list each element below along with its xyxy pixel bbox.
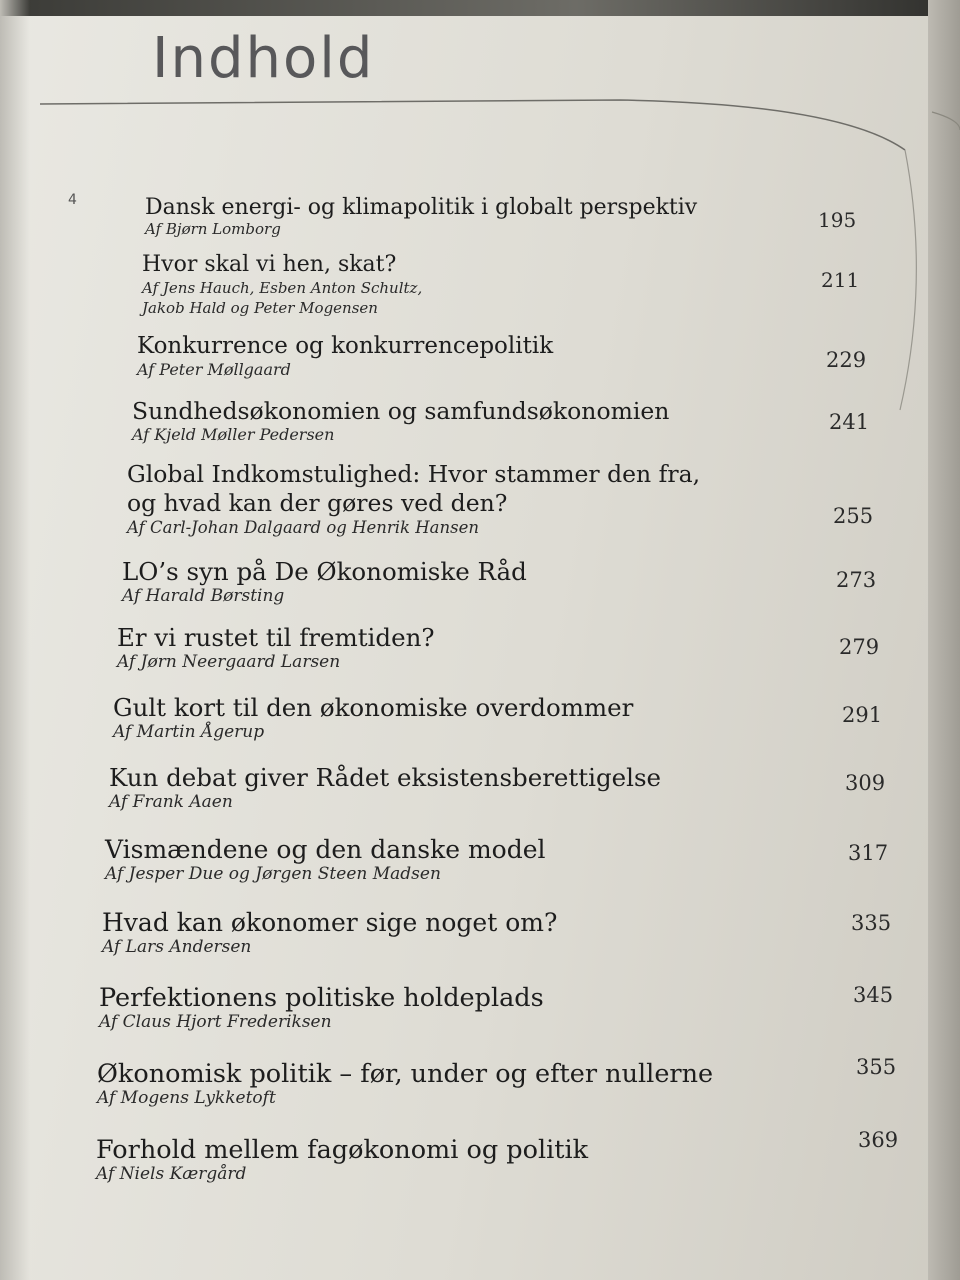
- page-number: 335: [851, 911, 892, 935]
- entry-author: Af Bjørn Lomborg: [145, 220, 281, 238]
- entry-title: Sundhedsøkonomien og samfundsøkonomien: [132, 397, 670, 425]
- entry-author: Af Carl-Johan Dalgaard og Henrik Hansen: [127, 518, 479, 537]
- toc-entry: [113, 694, 633, 742]
- page-number: 229: [826, 348, 867, 372]
- entry-author: Af Niels Kærgård: [96, 1164, 247, 1184]
- entry-title: Er vi rustet til fremtiden?: [117, 623, 435, 652]
- page-number: 255: [833, 504, 874, 528]
- entry-title: Konkurrence og konkurrencepolitik: [137, 333, 554, 359]
- entry-title: Perfektionens politiske holdeplads: [99, 983, 544, 1013]
- entry-author: Af Jens Hauch, Esben Anton Schultz,: [142, 279, 423, 297]
- entry-title: LO’s syn på De Økonomiske Råd: [122, 557, 527, 586]
- entry-title: Forhold mellem fagøkonomi og politik: [96, 1135, 589, 1165]
- entry-author: Af Martin Ågerup: [113, 722, 265, 742]
- chapter-number: 4: [68, 192, 77, 208]
- page-number: 279: [839, 635, 880, 659]
- entry-title: Dansk energi- og klimapolitik i globalt perspektiv: [145, 195, 698, 220]
- page-number: 273: [836, 568, 877, 592]
- toc-entry: [132, 397, 669, 445]
- toc-entry: [137, 332, 553, 380]
- entry-title: Hvor skal vi hen, skat?: [142, 252, 397, 277]
- page-number: 355: [856, 1055, 897, 1079]
- entry-title: og hvad kan der gøres ved den?: [127, 489, 508, 517]
- entry-author: Af Peter Møllgaard: [137, 360, 291, 379]
- entry-author: Af Jesper Due og Jørgen Steen Madsen: [105, 864, 441, 884]
- toc-entry: [96, 1136, 588, 1184]
- toc-entry: [117, 624, 434, 672]
- entry-title: Hvad kan økonomer sige noget om?: [102, 908, 558, 937]
- entry-title: Økonomisk politik – før, under og efter nullerne: [97, 1059, 714, 1089]
- toc-entry: [102, 909, 557, 957]
- entry-title: Kun debat giver Rådet eksistensberettigelse: [109, 763, 662, 792]
- page-number: 317: [848, 841, 889, 865]
- page-number: 309: [845, 771, 886, 795]
- toc-entry: [122, 558, 527, 606]
- page-number: 291: [842, 703, 883, 727]
- toc-entry: [105, 836, 546, 884]
- toc-entry: [145, 195, 697, 238]
- entry-author: Jakob Hald og Peter Mogensen: [142, 299, 378, 317]
- page-number: 369: [858, 1128, 899, 1152]
- page-number: 211: [821, 268, 860, 292]
- page-number: 345: [853, 983, 894, 1007]
- entry-title: Gult kort til den økonomiske overdommer: [113, 693, 634, 722]
- entry-author: Af Claus Hjort Frederiksen: [99, 1012, 332, 1032]
- toc-entry: [99, 984, 544, 1032]
- entry-title: Global Indkomstulighed: Hvor stammer den fra,: [127, 460, 701, 488]
- toc-entry: [127, 460, 700, 538]
- entry-author: Af Jørn Neergaard Larsen: [117, 652, 341, 672]
- page-number: 241: [829, 410, 870, 434]
- entry-author: Af Frank Aaen: [109, 792, 233, 812]
- toc-entry: [142, 252, 422, 318]
- page-title: Indhold: [152, 26, 375, 91]
- entry-author: Af Kjeld Møller Pedersen: [132, 425, 335, 444]
- entry-title: Vismændene og den danske model: [105, 835, 546, 864]
- toc-entry: [97, 1060, 713, 1108]
- page-number: 195: [818, 208, 857, 232]
- entry-author: Af Lars Andersen: [102, 937, 252, 957]
- entry-author: Af Harald Børsting: [122, 586, 285, 606]
- entry-author: Af Mogens Lykketoft: [97, 1088, 276, 1108]
- toc-entry: [109, 764, 661, 812]
